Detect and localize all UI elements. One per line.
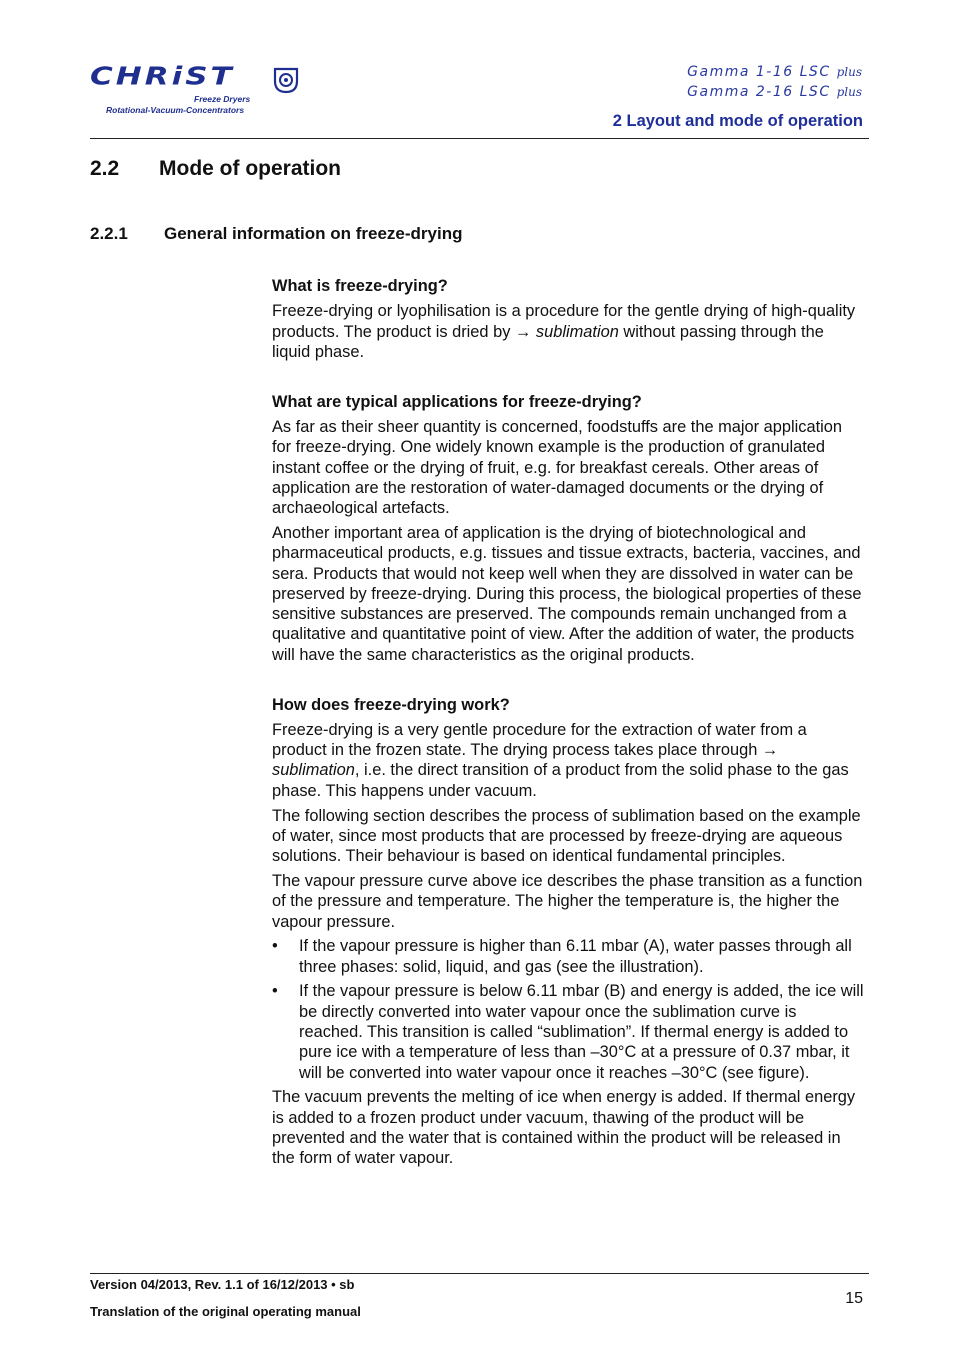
paragraph-how-1: Freeze-drying is a very gentle procedure for the extraction of water from a product in the frozen state. The drying process takes place through → sublimation, i.e. the direct transition of a product from the solid phase to the gas phase. This happens under vacuum. xyxy=(272,720,849,800)
spiral-emblem-icon xyxy=(272,66,300,94)
paragraph-how-4: The vacuum prevents the melting of ice when energy is added. If thermal energy is added to a frozen product under vacuum, thawing of the product will be prevented and the water that is contained within the product will be released in the form of water vapour. xyxy=(272,1088,856,1168)
paragraph-how-2: The following section describes the process of sublimation based on the example of water, since most products that are processed by freeze-drying are aqueous solutions. Their behaviour is based on identical fundamental principles. xyxy=(272,806,861,866)
section-title: Mode of operation xyxy=(159,157,341,180)
subsection-number: 2.2.1 xyxy=(90,224,128,243)
crossref-sublimation: sublimation xyxy=(272,761,355,780)
arrow-icon: → xyxy=(514,322,532,341)
footer-translation-note: Translation of the original operating manual xyxy=(90,1304,361,1319)
section-number: 2.2 xyxy=(90,157,120,180)
logo-tagline-freeze-dryers: Freeze Dryers xyxy=(194,94,251,104)
body-content xyxy=(272,276,864,1173)
header-divider xyxy=(90,138,869,139)
bullet-icon: • xyxy=(272,982,278,1001)
paragraph-how-3: The vapour pressure curve above ice describes the phase transition as a function of the pressure and temperature. The higher the temperature is, the higher the vapour pressure. xyxy=(272,871,863,931)
footer-version: Version 04/2013, Rev. 1.1 of 16/12/2013 • sb xyxy=(90,1277,355,1292)
crossref-sublimation: sublimation xyxy=(535,322,619,341)
list-item: • If the vapour pressure is below 6.11 mbar (B) and energy is added, the ice will be directly converted into water vapour once the sublimation curve is reached. This transition is called “sublimation”. If thermal energy is added to pure ice with a temperature of less than –30°C at a pressure of 0.37 mbar, it will be converted into water vapour once it reaches –30°C (see figure). xyxy=(272,982,864,1082)
model-line-2: Gamma 2-16 LSC plus xyxy=(687,84,862,100)
question-heading-applications: What are typical applications for freeze-drying? xyxy=(272,392,642,411)
question-heading-how: How does freeze-drying work? xyxy=(272,695,510,714)
christ-logo xyxy=(90,62,320,122)
paragraph-applications-1: As far as their sheer quantity is concerned, foodstuffs are the major application for freeze-drying. One widely known example is the production of granulated instant coffee or the drying of fruit, e.g. for breakfast cereals. Other areas of application are the restoration of water-damaged documents or the drying of archaeological artefacts. xyxy=(272,417,843,518)
subsection-title: General information on freeze-drying xyxy=(164,224,463,243)
subsection-heading xyxy=(90,224,463,244)
question-heading-what: What is freeze-drying? xyxy=(272,277,448,295)
page-number: 15 xyxy=(845,1290,863,1307)
model-line-1: Gamma 1-16 LSC plus xyxy=(687,64,862,80)
section-heading xyxy=(90,157,341,181)
list-item: • If the vapour pressure is higher than 6.11 mbar (A), water passes through all three phases: solid, liquid, and gas (see the illustration). xyxy=(272,937,852,976)
arrow-icon: → xyxy=(761,741,779,760)
chapter-reference: 2 Layout and mode of operation xyxy=(612,112,863,130)
footer-divider xyxy=(90,1273,869,1274)
bullet-list xyxy=(272,936,864,1083)
logo-tagline-rvc: Rotational-Vacuum-Concentrators xyxy=(106,105,245,115)
logo-wordmark: CHRiST xyxy=(90,62,235,91)
bullet-icon: • xyxy=(272,937,278,956)
paragraph-what: Freeze-drying or lyophilisation is a procedure for the gentle drying of high-quality products. The product is dried by → sublimation without passing through the liquid phase. xyxy=(272,302,856,361)
paragraph-applications-2: Another important area of application is the drying of biotechnological and pharmaceutical products, e.g. tissues and tissue extracts, bacteria, vaccines, and sera. Products that would not keep well when they are dissolved in water can be preserved by freeze-drying. During this process, the biological properties of these sensitive substances are preserved. The compounds remain unchanged from a qualitative and quantitative point of view. After the addition of water, the products will have the same characteristics as the original products. xyxy=(272,523,862,664)
